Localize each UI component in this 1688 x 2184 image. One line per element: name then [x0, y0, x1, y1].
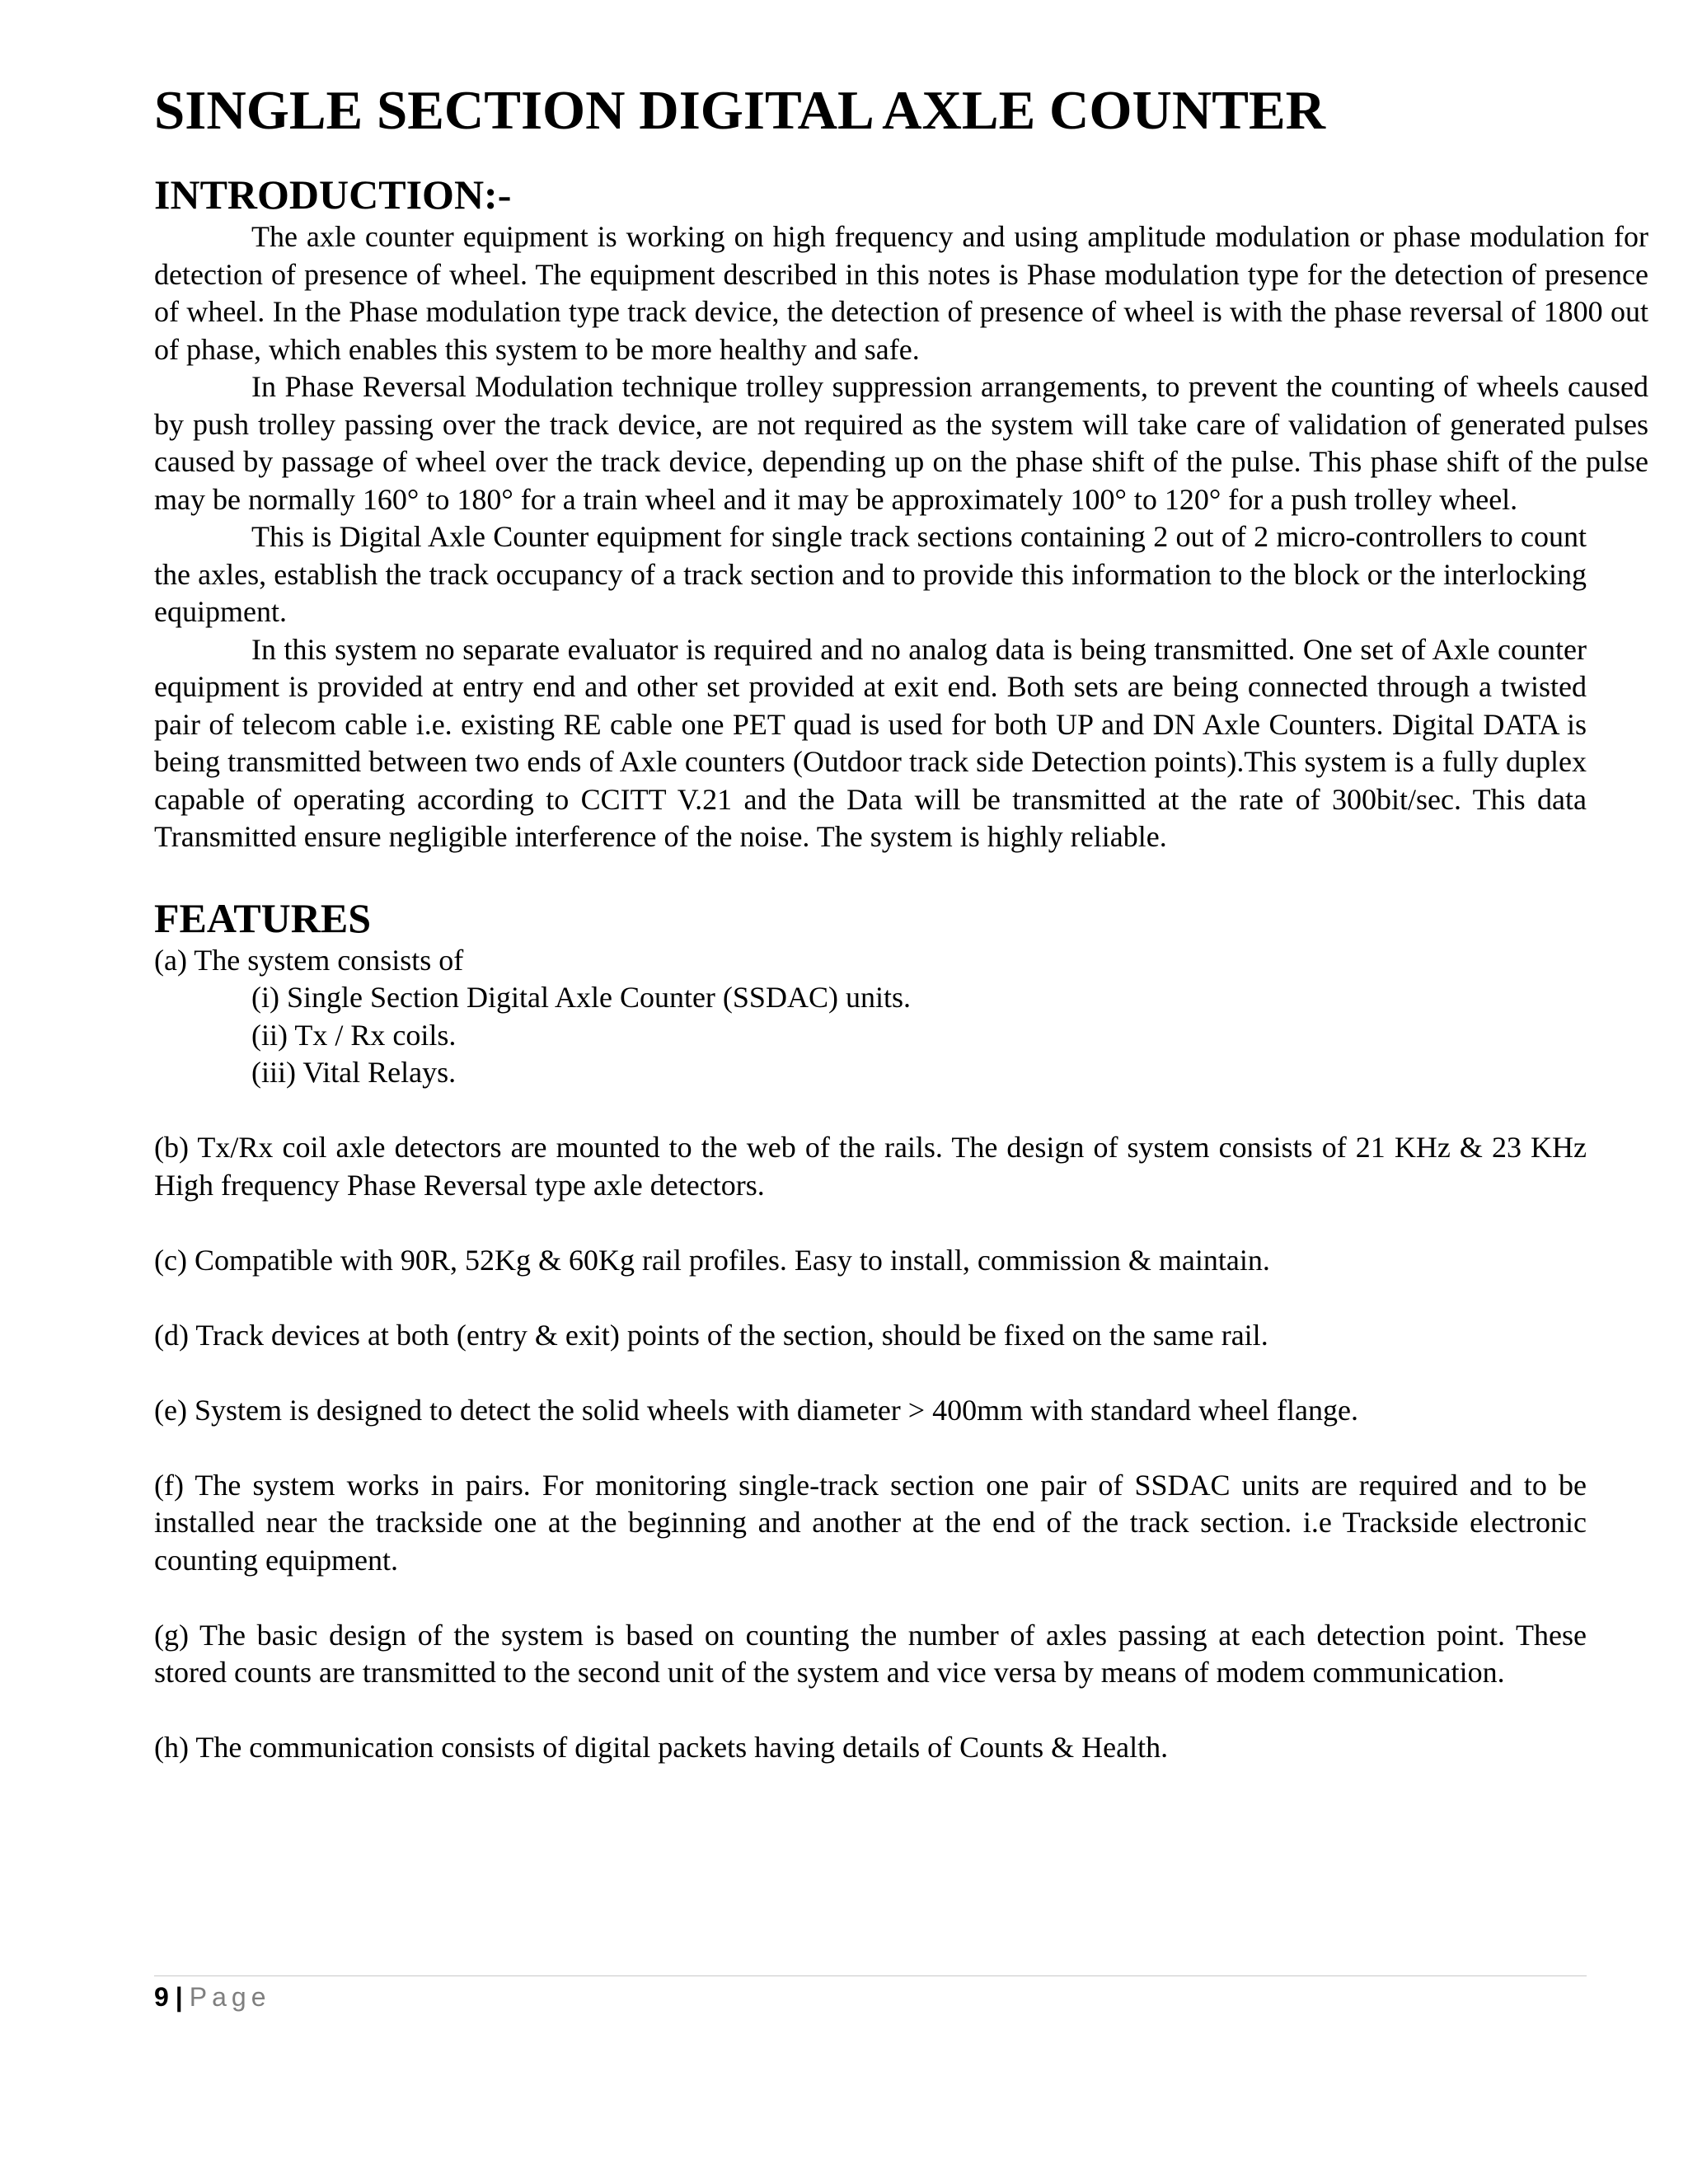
page-footer: [154, 1980, 270, 2013]
feature-a-item-1: (i) Single Section Digital Axle Counter (SSDAC) units.: [251, 981, 911, 1014]
feature-c: (c) Compatible with 90R, 52Kg & 60Kg rail profiles. Easy to install, commission & maintain.: [154, 1243, 1270, 1277]
document-page: [154, 78, 1648, 1767]
features-heading: FEATURES: [154, 894, 372, 941]
intro-paragraph-1: The axle counter equipment is working on high frequency and using amplitude modulation or phase modulation for detection of presence of wheel. The equipment described in this notes is Phase modulation type for the detection of presence of wheel. In the Phase modulation type track device, the detection of presence of wheel is with the phase reversal of 1800 out of phase, which enables this system to be more healthy and safe.: [154, 220, 1648, 366]
feature-b: (b) Tx/Rx coil axle detectors are mounted to the web of the rails. The design of system consists of 21 KHz & 23 KHz High frequency Phase Reversal type axle detectors.: [154, 1131, 1587, 1202]
feature-f: (f) The system works in pairs. For monitoring single-track section one pair of SSDAC units are required and to be installed near the trackside one at the beginning and another at the end of the track section. i.e Trackside electronic counting equipment.: [154, 1468, 1587, 1577]
page-title: SINGLE SECTION DIGITAL AXLE COUNTER: [154, 80, 1326, 141]
feature-d: (d) Track devices at both (entry & exit) points of the section, should be fixed on the same rail.: [154, 1318, 1268, 1352]
page-separator: |: [175, 1982, 183, 2012]
page-label: Page: [189, 1982, 271, 2012]
feature-g: (g) The basic design of the system is based on counting the number of axles passing at each detection point. These stored counts are transmitted to the second unit of the system and vice versa by means of modem communication.: [154, 1618, 1587, 1689]
intro-paragraph-4: In this system no separate evaluator is required and no analog data is being transmitted. One set of Axle counter equipment is provided at entry end and other set provided at exit end. Both sets are being connected through a twisted pair of telecom cable i.e. existing RE cable one PET quad is used for both UP and DN Axle Counters. Digital DATA is being transmitted between two ends of Axle counters (Outdoor track side Detection points).This system is a fully duplex capable of operating according to CCITT V.21 and the Data will be transmitted at the rate of 300bit/sec. This data Transmitted ensure negligible interference of the noise. The system is highly reliable.: [154, 632, 1587, 853]
intro-paragraph-2: In Phase Reversal Modulation technique trolley suppression arrangements, to prevent the counting of wheels caused by push trolley passing over the track device, are not required as the system will take care of validation of generated pulses caused by passage of wheel over the track device, depending up on the phase shift of the pulse. This phase shift of the pulse may be normally 160° to 180° for a train wheel and it may be approximately 100° to 120° for a push trolley wheel.: [154, 370, 1648, 516]
intro-paragraph-3: This is Digital Axle Counter equipment for single track sections containing 2 out of 2 micro-controllers to count the axles, establish the track occupancy of a track section and to provide this information to the block or the interlocking equipment.: [154, 520, 1587, 628]
introduction-heading: INTRODUCTION:-: [154, 171, 512, 218]
feature-a: (a) The system consists of: [154, 943, 464, 977]
footer-divider: [154, 1975, 1587, 1976]
feature-h: (h) The communication consists of digital packets having details of Counts & Health.: [154, 1731, 1169, 1764]
feature-a-item-3: (iii) Vital Relays.: [251, 1056, 457, 1089]
feature-a-item-2: (ii) Tx / Rx coils.: [251, 1018, 457, 1052]
page-number: 9: [154, 1982, 169, 2012]
feature-e: (e) System is designed to detect the solid wheels with diameter > 400mm with standard wheel flange.: [154, 1393, 1358, 1427]
